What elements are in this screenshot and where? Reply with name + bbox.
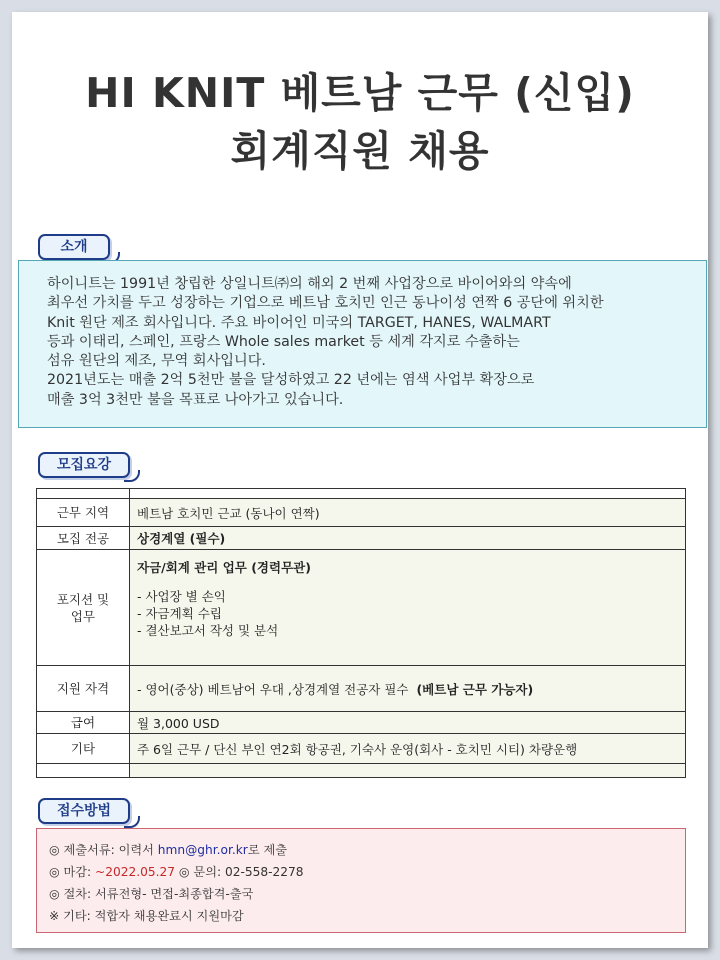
intro-line: 매출 3억 3천만 불을 목표로 나아가고 있습니다. [47,391,344,408]
deadline-date: ~2022.05.27 [95,865,176,879]
intro-box [18,260,707,428]
location-label: 근무 지역 [37,499,130,527]
qualification-label: 지원 자격 [37,666,130,712]
requirements-table [36,488,686,778]
contact-info: ◎ 문의: 02-558-2278 [175,865,304,879]
title-line-1: HI KNIT 베트남 근무 (신입) [85,69,635,117]
table-row-salary [37,712,686,734]
position-label: 포지션 및 업무 [37,550,130,666]
duty-list [137,588,685,639]
table-row-etc [37,734,686,764]
table-spacer-row [37,489,686,499]
table-row-qualification [37,666,686,712]
apply-docs-line: ◎ 제출서류: 이력서 hmn@ghr.or.kr로 제출 [49,843,288,857]
etc-value: 주 6일 근무 / 단신 부인 연2회 항공권, 기숙사 운영(회사 - 호치민 시티) 차량운행 [130,734,686,764]
section-tag-apply: 접수방법 [38,798,130,824]
apply-process-line: ◎ 절차: 서류전형- 면접-최종합격-출국 [49,887,254,901]
apply-note-line: ※ 기타: 적합자 채용완료시 지원마감 [49,909,244,923]
apply-box [36,828,686,933]
intro-line: 2021년도는 매출 2억 5천만 불을 달성하였고 22 년에는 염색 사업부 확장으로 [47,372,535,389]
section-tag-intro: 소개 [38,234,110,260]
salary-value: 월 3,000 USD [130,712,686,734]
position-title: 자금/회계 관리 업무 (경력무관) [137,560,311,575]
qualification-value: - 영어(중상) 베트남어 우대 ,상경계열 전공자 필수 (베트남 근무 가능자) [130,666,686,712]
etc-label: 기타 [37,734,130,764]
email-link[interactable]: hmn@ghr.or.kr [157,843,248,857]
intro-line: 하이니트는 1991년 창립한 상일니트㈜의 해외 2 번째 사업장으로 바이어와의 약속에 [47,276,572,292]
duty-item: - 자금계획 수립 [137,606,222,621]
apply-deadline-line: ◎ 마감: ~2022.05.27 ◎ 문의: 02-558-2278 [49,865,304,879]
page-title [12,64,708,180]
title-line-2: 회계직원 채용 [230,127,490,175]
table-empty-row [37,764,686,778]
duty-item: - 결산보고서 작성 및 분석 [137,623,279,638]
location-value: 베트남 호치민 근교 (동나이 연짝) [130,499,686,527]
job-posting-sheet [12,12,708,948]
table-row-position [37,550,686,666]
table-row-location [37,499,686,527]
intro-line: 등과 이태리, 스페인, 프랑스 Whole sales market 등 세계 각지로 수출하는 [47,333,520,350]
intro-line: 섬유 원단의 제조, 무역 회사입니다. [47,353,266,370]
position-value [130,550,686,666]
intro-line: Knit 원단 제조 회사입니다. 주요 바이어인 미국의 TARGET, HANES, WALMART [47,314,551,331]
major-label: 모집 전공 [37,527,130,550]
major-value: 상경계열 (필수) [130,527,686,550]
duty-item: - 사업장 별 손익 [137,589,226,604]
salary-label: 급여 [37,712,130,734]
intro-line: 최우선 가치를 두고 성장하는 기업으로 베트남 호치민 인근 동나이성 연짝 6 공단에 위치한 [47,295,604,312]
table-row-major [37,527,686,550]
section-tag-recruit: 모집요강 [38,452,130,478]
